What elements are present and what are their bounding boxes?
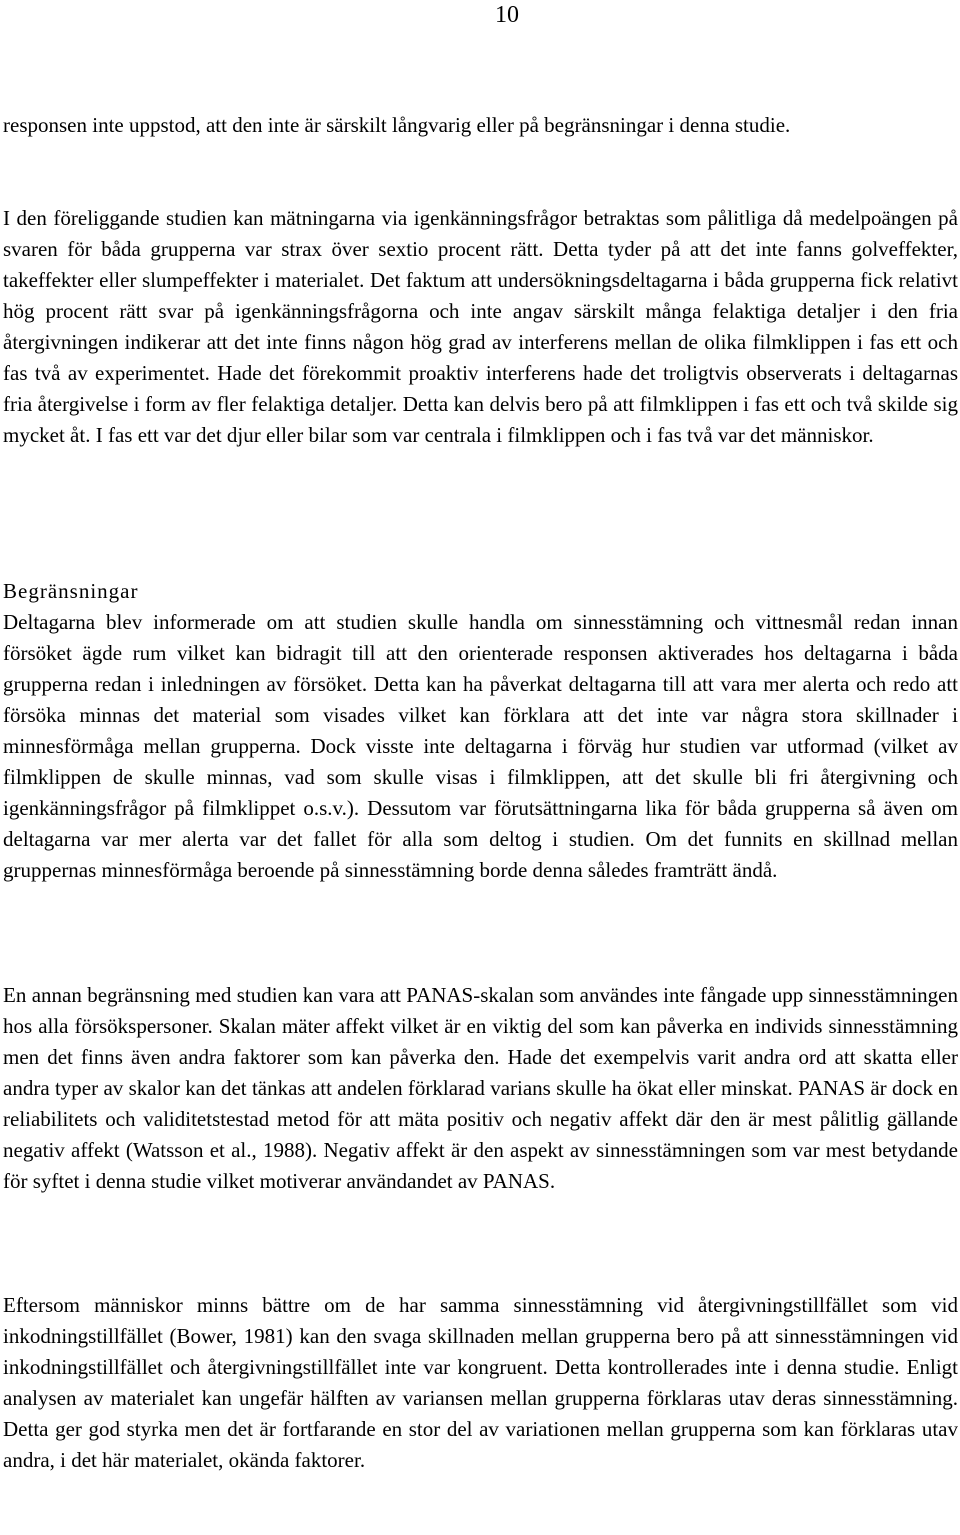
paragraph-orienting-response: Deltagarna blev informerade om att studien skulle handla om sinnesstämning och vittnesmål redan innan försöket ägde rum vilket kan bidragit till att den orienterade responsen aktiverades hos deltagarna i båda grupperna redan i inledningen av försöket. Detta kan ha påverkat deltagarna till att vara mer alerta och redo att försöka minnas det material som visades vilket kan förklara att det inte var några stora skillnader i minnesförmåga mellan grupperna. Dock visste inte deltagarna i förväg hur studien var utformad (vilket av filmklippen de skulle minnas, vad som skulle visas i filmklippen, att det skulle bli fri återgivning och igenkänningsfrågor på filmklippet o.s.v.). Dessutom var förutsättningarna lika för båda grupperna så även om deltagarna var mer alerta var det fallet för alla som deltog i studien. Om det funnits en skillnad mellan gruppernas minnesförmåga beroende på sinnesstämning borde denna således framträtt ändå. (3, 610, 958, 882)
section-heading-limitations: Begränsningar (3, 579, 139, 603)
paragraph-mood-congruence: Eftersom människor minns bättre om de har samma sinnesstämning vid återgivningstillfället som vid inkodningstillfället (Bower, 1981) kan den svaga skillnaden mellan grupperna bero på att sinnesstämningen vid inkodningstillfället och återgivningstillfället inte var kongruent. Detta kontrollerades inte i denna studie. Enligt analysen av materialet kan ungefär hälften av variansen mellan grupperna förklaras utav deras sinnesstämning. Detta ger god styrka men det är fortfarande en stor del av variationen mellan grupperna som kan förklaras utav andra, i det här materialet, okända faktorer. (3, 1293, 958, 1472)
paragraph-continuation: responsen inte uppstod, att den inte är särskilt långvarig eller på begränsningar i denna studie. (3, 113, 791, 137)
page-number: 10 (495, 2, 519, 28)
paragraph-panas-limitation: En annan begränsning med studien kan vara att PANAS-skalan som användes inte fångade upp sinnesstämningen hos alla försökspersoner. Skalan mäter affekt vilket är en viktig del som kan påverka en individs sinnesstämning men det finns även andra faktorer som kan påverka den. Hade det exempelvis varit andra ord att skatta eller andra typer av skalor kan det tänkas att andelen förklarad varians skulle ha ökat eller minskat. PANAS är dock en reliabilitets och validitetstestad metod för att mäta positiv och negativ affekt där den är mest pålitlig gällande negativ affekt (Watsson et al., 1988). Negativ affekt är den aspekt av sinnesstämningen som var mest betydande för syftet i denna studie vilket motiverar användandet av PANAS. (3, 983, 958, 1193)
paragraph-measurement-reliability: I den föreliggande studien kan mätningarna via igenkänningsfrågor betraktas som pålitliga då medelpoängen på svaren för båda grupperna var strax över sextio procent rätt. Detta tyder på att det inte fanns golveffekter, takeffekter eller slumpeffekter i materialet. Det faktum att undersökningsdeltagarna i båda grupperna fick relativt hög procent rätt svar på igenkänningsfrågorna och inte angav särskilt många felaktiga detaljer i den fria återgivningen indikerar att det inte finns någon hög grad av interferens mellan de olika filmklippen i fas ett och fas två av experimentet. Hade det förekommit proaktiv interferens hade det troligtvis observerats i deltagarnas fria återgivelse i form av fler felaktiga detaljer. Detta kan delvis bero på att filmklippen i fas ett och två skilde sig mycket åt. I fas ett var det djur eller bilar som var centrala i filmklippen och i fas två var det människor. (3, 206, 958, 447)
